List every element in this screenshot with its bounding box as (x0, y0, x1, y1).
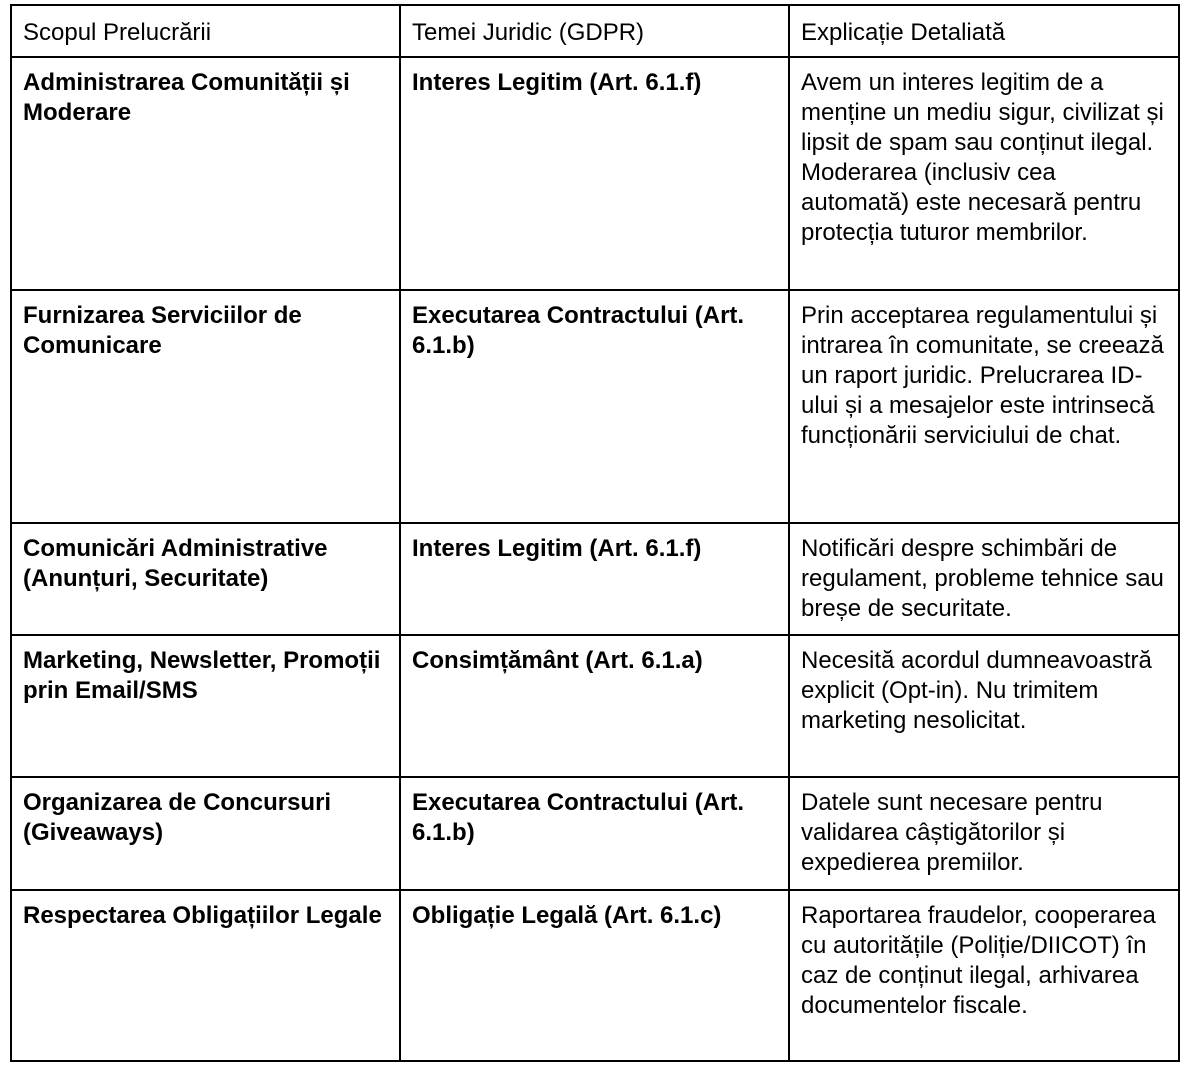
row-explanation: Avem un interes legitim de a menține un mediu sigur, civilizat și lipsit de spam sau conținut ilegal. Moderarea (inclusiv cea automată) este necesară pentru protecția tuturor membrilor. (789, 57, 1179, 290)
row-purpose: Comunicări Administrative (Anunțuri, Securitate) (11, 523, 400, 635)
row-purpose: Administrarea Comunității și Moderare (11, 57, 400, 290)
table-header-row (11, 5, 1179, 57)
table-row (11, 635, 1179, 777)
table-row (11, 57, 1179, 290)
row-purpose: Respectarea Obligațiilor Legale (11, 890, 400, 1061)
table-row (11, 890, 1179, 1061)
table-row (11, 523, 1179, 635)
row-explanation: Notificări despre schimbări de regulament, probleme tehnice sau breșe de securitate. (789, 523, 1179, 635)
row-purpose: Organizarea de Concursuri (Giveaways) (11, 777, 400, 890)
row-legal-basis: Executarea Contractului (Art. 6.1.b) (400, 290, 789, 523)
row-purpose: Furnizarea Serviciilor de Comunicare (11, 290, 400, 523)
header-legal-basis: Temei Juridic (GDPR) (400, 5, 789, 57)
header-purpose: Scopul Prelucrării (11, 5, 400, 57)
table-row (11, 777, 1179, 890)
row-explanation: Raportarea fraudelor, cooperarea cu autoritățile (Poliție/DIICOT) în caz de conținut ilegal, arhivarea documentelor fiscale. (789, 890, 1179, 1061)
row-legal-basis: Executarea Contractului (Art. 6.1.b) (400, 777, 789, 890)
row-explanation: Datele sunt necesare pentru validarea câștigătorilor și expedierea premiilor. (789, 777, 1179, 890)
row-explanation: Prin acceptarea regulamentului și intrarea în comunitate, se creează un raport juridic. Prelucrarea ID-ului și a mesajelor este intrinsecă funcționării serviciului de chat. (789, 290, 1179, 523)
row-explanation: Necesită acordul dumneavoastră explicit (Opt-in). Nu trimitem marketing nesolicitat. (789, 635, 1179, 777)
header-explanation: Explicație Detaliată (789, 5, 1179, 57)
row-legal-basis: Interes Legitim (Art. 6.1.f) (400, 57, 789, 290)
legal-basis-table (10, 4, 1180, 1062)
table-row (11, 290, 1179, 523)
row-legal-basis: Interes Legitim (Art. 6.1.f) (400, 523, 789, 635)
row-legal-basis: Consimțământ (Art. 6.1.a) (400, 635, 789, 777)
row-purpose: Marketing, Newsletter, Promoții prin Email/SMS (11, 635, 400, 777)
row-legal-basis: Obligație Legală (Art. 6.1.c) (400, 890, 789, 1061)
